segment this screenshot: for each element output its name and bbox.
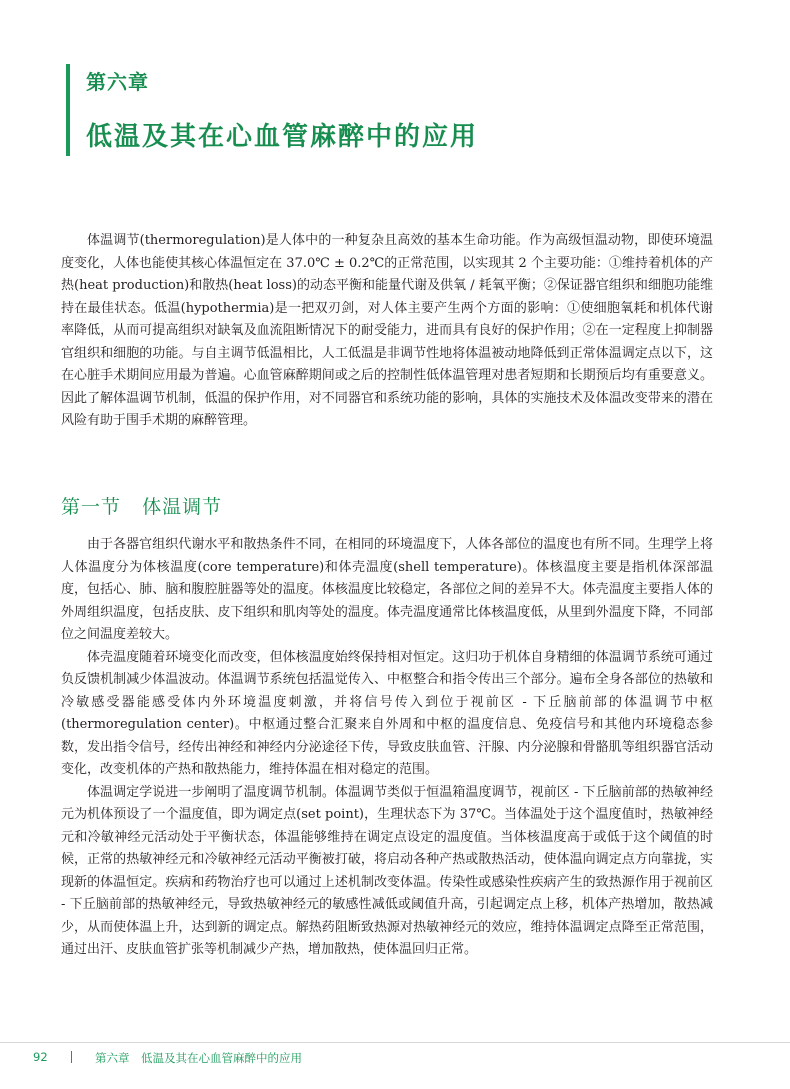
chapter-title: 低温及其在心血管麻醉中的应用 bbox=[86, 122, 479, 152]
section-paragraph: 体壳温度随着环境变化而改变，但体核温度始终保持相对恒定。这归功于机体自身精细的体温调节系统可通过负反馈机制减少体温波动。体温调节系统包括温觉传入、中枢整合和指令传出三个部分。遍布全身各部位的热敏和冷敏感受器能感受体内外环境温度刺激，并将信号传入到位于视前区 - 下丘脑前部的体温调节中枢(thermoregulation center)。中枢通过整合汇聚来自外周和中枢的温度信息、免疫信号和其他内环境稳态参数，发出指令信号，经传出神经和神经内分泌途径下传，导致皮肤血管、汗腺、内分泌腺和骨骼肌等组织器官活动变化，改变机体的产热和散热能力，维持体温在相对稳定的范围。 bbox=[61, 649, 713, 777]
page-footer bbox=[0, 1046, 790, 1068]
intro-paragraph: 体温调节(thermoregulation)是人体中的一种复杂且高效的基本生命功能。作为高级恒温动物，即使环境温度变化，人体也能使其核心体温恒定在 37.0℃ ± 0.2℃的正常范围，以实现其 2 个主要功能：①维持着机体的产热(heat production)和散热(heat loss)的动态平衡和能量代谢及供氧 / 耗氧平衡；②保证器官组织和细胞功能维持在最佳状态。低温(hypothermia)是一把双刃剑，对人体主要产生两个方面的影响：①使细胞氧耗和机体代谢率降低，从而可提高组织对缺氧及血流阻断情况下的耐受能力，进而具有良好的保护作用；②在一定程度上抑制器官组织和细胞的功能。与自主调节低温相比，人工低温是非调节性地将体温被动地降低到正常体温调定点以下，这在心脏手术期间应用最为普遍。心血管麻醉期间或之后的控制性低体温管理对患者短期和长期预后均有重要意义。因此了解体温调节机制，低温的保护作用，对不同器官和系统功能的影响，具体的实施技术及体温改变带来的潜在风险有助于围手术期的麻醉管理。 bbox=[61, 233, 713, 428]
running-title: 第六章 低温及其在心血管麻醉中的应用 bbox=[95, 1051, 302, 1065]
chapter-accent-bar bbox=[66, 64, 70, 156]
intro-block bbox=[61, 230, 713, 433]
section-body bbox=[61, 534, 713, 962]
section-paragraph: 由于各器官组织代谢水平和散热条件不同，在相同的环境温度下，人体各部位的温度也有所不同。生理学上将人体温度分为体核温度(core temperature)和体壳温度(shell temperature)。体核温度主要是指机体深部温度，包括心、肺、脑和腹腔脏器等处的温度。体核温度比较稳定，各部位之间的差异不大。体壳温度主要指人体的外周组织温度，包括皮肤、皮下组织和肌肉等处的温度。体壳温度通常比体核温度低，从里到外温度下降，不同部位之间温度差较大。 bbox=[61, 537, 713, 642]
section-paragraph: 体温调定学说进一步阐明了温度调节机制。体温调节类似于恒温箱温度调节，视前区 - 下丘脑前部的热敏神经元为机体预设了一个温度值，即为调定点(set point)，生理状态下为 37℃。当体温处于这个温度值时，热敏神经元和冷敏神经元活动处于平衡状态，体温能够维持在调定点设定的温度值。当体核温度高于或低于这个阈值的时候，正常的热敏神经元和冷敏神经元活动平衡被打破，将启动各种产热或散热活动，使体温向调定点方向靠拢，实现新的体温恒定。疾病和药物治疗也可以通过上述机制改变体温。传染性或感染性疾病产生的致热源作用于视前区 - 下丘脑前部的热敏神经元，导致热敏神经元的敏感性减低或阈值升高，引起调定点上移，机体产热增加，散热减少，从而使体温上升，达到新的调定点。解热药阻断致热源对热敏神经元的效应，维持体温调定点降至正常范围，通过出汗、皮肤血管扩张等机制减少产热，增加散热，使体温回归正常。 bbox=[61, 784, 713, 957]
page-number: 92 bbox=[33, 1050, 48, 1064]
footer-separator bbox=[71, 1051, 72, 1063]
section-heading: 第一节 体温调节 bbox=[61, 496, 223, 518]
chapter-label: 第六章 bbox=[86, 70, 149, 94]
footer-divider bbox=[0, 1042, 790, 1043]
